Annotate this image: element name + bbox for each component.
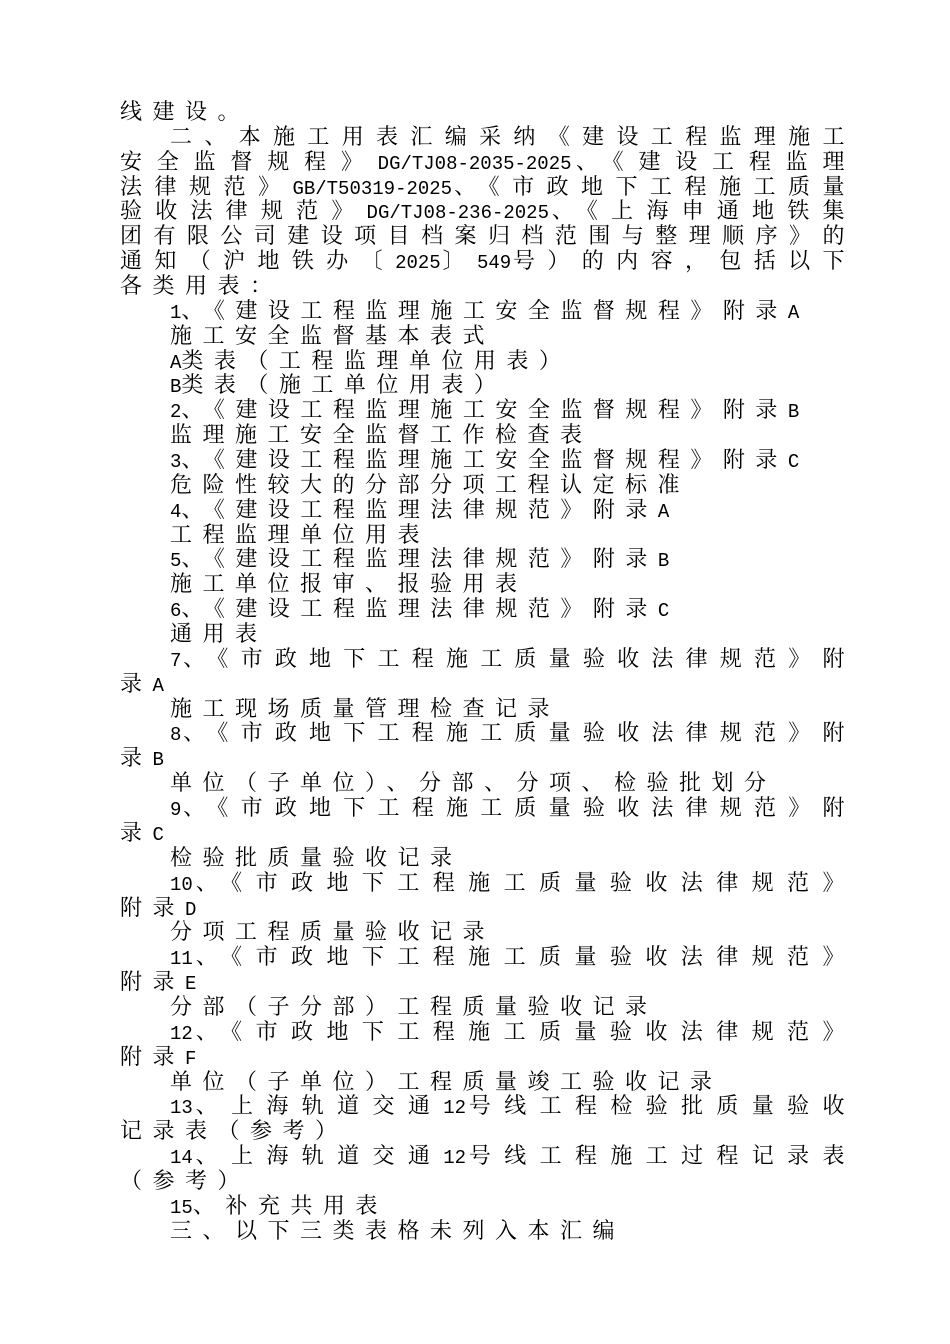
latin-run: 10 (170, 873, 193, 896)
latin-run: 11 (170, 948, 193, 971)
latin-run: 3 (170, 451, 182, 474)
section-2-text-line: 团有限公司建设项目档案归档范围与整理顺序》的 (120, 223, 855, 249)
latin-run: B (152, 749, 164, 772)
latin-run: 549 (476, 252, 512, 275)
latin-run: A (787, 301, 800, 324)
list-item-10: 10、《市政地下工程施工质量验收法律规范》 (170, 869, 855, 896)
list-item-4: 4、《建设工程监理法律规范》附录A (170, 496, 670, 523)
list-item-12: 12、《市政地下工程施工质量验收法律规范》 (170, 1018, 855, 1045)
list-item-3: 3、《建设工程监理施工安全监督规程》附录C (170, 447, 800, 474)
list-item-11-title: 分部（子分部）工程质量验收记录 (170, 993, 658, 1019)
latin-run: DG/TJ08-2035-2025 (377, 152, 572, 175)
list-item-9: 9、《市政地下工程施工质量验收法律规范》附 (170, 795, 855, 822)
latin-run: C (152, 823, 164, 846)
list-item-2-title: 监理施工安全监督工作检查表 (170, 422, 593, 448)
document-body (120, 99, 855, 1244)
latin-run: B (170, 376, 182, 399)
latin-run: A (170, 351, 182, 374)
section-2-heading-line: 二、本施工用表汇编采纳《建设工程监理施工 (170, 123, 855, 149)
latin-run: 6 (170, 600, 182, 623)
section-2-text-line: 通知（沪地铁办〔2025〕549号）的内容，包括以下 (120, 248, 855, 275)
list-item-6: 6、《建设工程监理法律规范》附录C (170, 596, 670, 623)
list-item-8-continuation: 录B (120, 745, 164, 772)
list-item-14: 14、上海轨道交通12号线工程施工过程记录表 (170, 1143, 855, 1170)
list-item-8: 8、《市政地下工程施工质量验收法律规范》附 (170, 720, 855, 747)
list-item-9-continuation: 录C (120, 819, 164, 846)
list-item-5: 5、《建设工程监理法律规范》附录B (170, 546, 670, 573)
list-item-13-continuation: 记录表（参考） (120, 1118, 348, 1144)
list-item-12-continuation: 附录F (120, 1043, 197, 1070)
list-item-7-continuation: 录A (120, 670, 164, 697)
list-item-10-continuation: 附录D (120, 894, 197, 921)
latin-run: A (152, 674, 164, 697)
list-item-13: 13、上海轨道交通12号线工程检验批质量验收 (170, 1093, 855, 1120)
latin-run: 12 (443, 1097, 467, 1120)
paragraph-end-line: 线建设。 (120, 99, 251, 124)
list-item-9-title: 检验批质量验收记录 (170, 844, 463, 870)
list-item-1-subitem-a: A类表（工程监理单位用表） (170, 347, 572, 374)
latin-run: GB/T50319-2025 (292, 177, 453, 200)
list-item-7: 7、《市政地下工程施工质量验收法律规范》附 (170, 645, 855, 672)
list-item-4-title: 工程监理单位用表 (170, 521, 431, 547)
latin-run: B (657, 550, 670, 573)
latin-run: DG/TJ08-236-2025 (366, 202, 549, 225)
section-3-heading-line: 三、以下三类表格未列入本汇编 (170, 1217, 626, 1243)
list-item-7-title: 施工现场质量管理检查记录 (170, 695, 561, 721)
list-item-3-title: 危险性较大的分部分项工程认定标准 (170, 471, 691, 497)
list-item-5-title: 施工单位报审、报验用表 (170, 571, 528, 597)
latin-run: 12 (170, 1022, 193, 1045)
section-2-text-line: 各类用表： (120, 273, 283, 299)
latin-run: D (185, 898, 197, 921)
latin-run: 5 (170, 550, 182, 573)
latin-run: 12 (443, 1147, 467, 1170)
latin-run: 1 (170, 301, 182, 324)
latin-run: 8 (170, 724, 182, 747)
latin-run: F (185, 1047, 197, 1070)
list-item-14-continuation: （参考） (120, 1167, 251, 1193)
latin-run: 13 (170, 1097, 193, 1120)
section-2-text-line: 法律规范》GB/T50319-2025、《市政地下工程施工质量 (120, 173, 855, 200)
list-item-11-continuation: 附录E (120, 969, 197, 996)
list-item-2: 2、《建设工程监理施工安全监督规程》附录B (170, 397, 800, 424)
latin-run: E (185, 973, 197, 996)
latin-run: A (657, 500, 670, 523)
latin-run: 9 (170, 799, 182, 822)
list-item-12-title: 单位（子单位）工程质量竣工验收记录 (170, 1068, 723, 1094)
list-item-8-title: 单位（子单位）、分部、分项、检验批划分 (170, 770, 777, 796)
latin-run: 2025 (395, 252, 441, 275)
latin-run: 4 (170, 500, 182, 523)
list-item-15: 15、补充共用表 (170, 1192, 388, 1219)
section-2-text-line: 验收法律规范》DG/TJ08-236-2025、《上海申通地铁集 (120, 198, 855, 225)
list-item-1: 1、《建设工程监理施工安全监督规程》附录A (170, 297, 800, 324)
latin-run: 7 (170, 649, 182, 672)
list-item-1-subitem-b: B类表（施工单位用表） (170, 372, 507, 399)
section-2-text-line: 安全监督规程》DG/TJ08-2035-2025、《建设工程监理 (120, 148, 855, 175)
latin-run: 15 (170, 1196, 193, 1219)
list-item-6-title: 通用表 (170, 621, 268, 647)
latin-run: B (787, 401, 800, 424)
latin-run: 14 (170, 1147, 193, 1170)
list-item-10-title: 分项工程质量验收记录 (170, 919, 496, 945)
latin-run: C (787, 451, 800, 474)
latin-run: C (657, 600, 670, 623)
latin-run: 2 (170, 401, 182, 424)
list-item-1-title: 施工安全监督基本表式 (170, 322, 496, 348)
list-item-11: 11、《市政地下工程施工质量验收法律规范》 (170, 944, 855, 971)
